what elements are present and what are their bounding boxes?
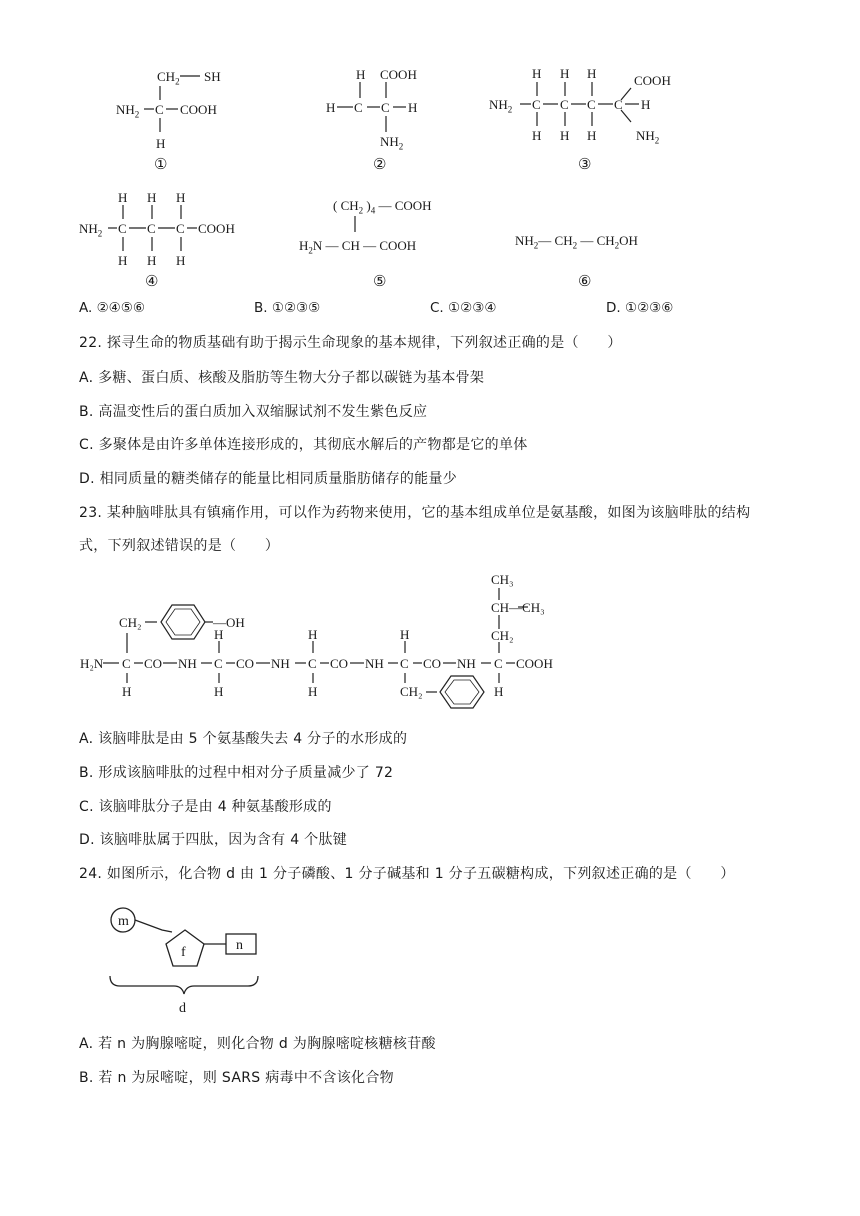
peptide-structure [75, 565, 575, 715]
s1-sh: SH [204, 69, 221, 84]
q22-option-d[interactable]: D. 相同质量的糖类储存的能量比相同质量脂肪储存的能量少 [79, 471, 458, 487]
s2-h-right: H [408, 100, 418, 115]
label-n: n [236, 938, 243, 953]
q23-option-b[interactable]: B. 形成该脑啡肽的过程中相对分子质量减少了 72 [79, 765, 394, 781]
peptide-co2: CO [236, 656, 255, 671]
q21-option-c[interactable]: C. ①②③④ [430, 300, 497, 316]
s4-c1: C [118, 221, 127, 236]
peptide-c2: C [214, 656, 223, 671]
structure-5-number: ⑤ [373, 272, 387, 290]
label-d: d [179, 1001, 186, 1016]
peptide-co1: CO [144, 656, 163, 671]
s1-c: C [155, 102, 164, 117]
q22-option-b[interactable]: B. 高温变性后的蛋白质加入双缩脲试剂不发生紫色反应 [79, 404, 428, 420]
peptide-c4: C [400, 656, 409, 671]
q23-stem-line2: 式，下列叙述错误的是（ ） [79, 538, 280, 554]
s3-cooh: COOH [634, 73, 671, 88]
s4-nh2: $NH_2$ [79, 221, 103, 239]
s3-h-right: H [641, 97, 651, 112]
peptide-nh2: NH [271, 656, 290, 671]
peptide-h1-bottom: H [122, 684, 132, 699]
s2-nh2: $NH_2$ [380, 134, 404, 152]
peptide-nh1: NH [178, 656, 197, 671]
s2-h-top: H [356, 67, 366, 82]
peptide-cooh: COOH [516, 656, 553, 671]
peptide-c5: C [494, 656, 503, 671]
s4-c2: C [147, 221, 156, 236]
structure-3-number: ③ [578, 155, 592, 173]
q22-stem: 22. 探寻生命的物质基础有助于揭示生命现象的基本规律，下列叙述正确的是（ ） [79, 335, 622, 351]
peptide-h2-bottom: H [214, 684, 224, 699]
s3-h2: H [560, 66, 570, 81]
peptide-nh4: NH [457, 656, 476, 671]
s4-c3: C [176, 221, 185, 236]
s3-h3: H [587, 66, 597, 81]
q21-option-d[interactable]: D. ①②③⑥ [606, 300, 674, 316]
q21-option-a[interactable]: A. ②④⑤⑥ [79, 300, 145, 316]
peptide-h4-top: H [400, 627, 410, 642]
q23-stem-line1: 23. 某种脑啡肽具有镇痛作用，可以作为药物来使用，它的基本组成单位是氨基酸，如图为该脑啡肽的结构 [79, 505, 751, 521]
s3-h4: H [532, 128, 542, 143]
peptide-h2-top: H [214, 627, 224, 642]
peptide-co4: CO [423, 656, 442, 671]
peptide-h3-bottom: H [308, 684, 318, 699]
s3-c3: C [587, 97, 596, 112]
peptide-h2n: H₂N [80, 656, 104, 671]
structure-1-number: ① [154, 155, 168, 173]
s4-h6: H [176, 253, 186, 268]
peptide-c3: C [308, 656, 317, 671]
q24-option-a[interactable]: A. 若 n 为胸腺嘧啶，则化合物 d 为胸腺嘧啶核糖核苷酸 [79, 1036, 436, 1052]
s3-h6: H [587, 128, 597, 143]
s2-cooh: COOH [380, 67, 417, 82]
nucleotide-diagram [100, 900, 280, 1020]
s4-h1: H [118, 190, 128, 205]
structure-2-number: ② [373, 155, 387, 173]
s4-h2: H [147, 190, 157, 205]
bracket [110, 976, 258, 994]
q21-option-b[interactable]: B. ①②③⑤ [254, 300, 321, 316]
s4-cooh: COOH [198, 221, 235, 236]
s2-c2: C [381, 100, 390, 115]
s3-c4: C [614, 97, 623, 112]
s1-h: H [156, 136, 166, 151]
q23-option-a[interactable]: A. 该脑啡肽是由 5 个氨基酸失去 4 分子的水形成的 [79, 731, 408, 747]
s3-c2: C [560, 97, 569, 112]
s3-nh2: $NH_2$ [489, 97, 513, 115]
q24-option-b[interactable]: B. 若 n 为尿嘧啶，则 SARS 病毒中不含该化合物 [79, 1070, 394, 1086]
peptide-oh: —OH [213, 615, 245, 630]
structure-6-number: ⑥ [578, 272, 592, 290]
s3-nh2-b: $NH_2$ [636, 128, 660, 146]
label-f: f [181, 945, 186, 960]
s4-h3: H [176, 190, 186, 205]
peptide-nh3: NH [365, 656, 384, 671]
s1-nh2: $NH_2$ [116, 102, 140, 120]
s1-cooh: COOH [180, 102, 217, 117]
peptide-c1-ch2: CH₂ [119, 615, 142, 630]
peptide-h3-top: H [308, 627, 318, 642]
s4-h5: H [147, 253, 157, 268]
s5-top: ( $CH_2$ )$_4$ — COOH [333, 198, 432, 216]
s2-h-left: H [326, 100, 336, 115]
s1-ch2: $CH_2$ [157, 69, 180, 87]
structure-4-number: ④ [145, 272, 159, 290]
q24-stem: 24. 如图所示，化合物 d 由 1 分子磷酸、1 分子碱基和 1 分子五碳糖构成，下列叙述正确的是（ ） [79, 866, 735, 882]
peptide-co3: CO [330, 656, 349, 671]
s3-c1: C [532, 97, 541, 112]
peptide-ch3-top: CH₃ [491, 572, 514, 587]
q22-option-a[interactable]: A. 多糖、蛋白质、核酸及脂肪等生物大分子都以碳链为基本骨架 [79, 370, 485, 386]
peptide-c4-ch2: CH₂ [400, 684, 423, 699]
q23-option-d[interactable]: D. 该脑啡肽属于四肽，因为含有 4 个肽键 [79, 832, 348, 848]
s5-bottom: $H_2N$ — CH — COOH [299, 238, 417, 256]
q23-option-c[interactable]: C. 该脑啡肽分子是由 4 种氨基酸形成的 [79, 799, 332, 815]
s3-h5: H [560, 128, 570, 143]
s2-c1: C [354, 100, 363, 115]
peptide-h5-bottom: H [494, 684, 504, 699]
peptide-c1: C [122, 656, 131, 671]
label-m: m [118, 914, 129, 929]
peptide-c5-ch2: CH₂ [491, 628, 514, 643]
s6-formula: $NH_2—$ $CH_2$ — $CH_2OH$ [515, 233, 638, 251]
s3-h1: H [532, 66, 542, 81]
s4-h4: H [118, 253, 128, 268]
q22-option-c[interactable]: C. 多聚体是由许多单体连接形成的，其彻底水解后的产物都是它的单体 [79, 437, 528, 453]
peptide-ch: CH—CH₃ [491, 600, 545, 615]
